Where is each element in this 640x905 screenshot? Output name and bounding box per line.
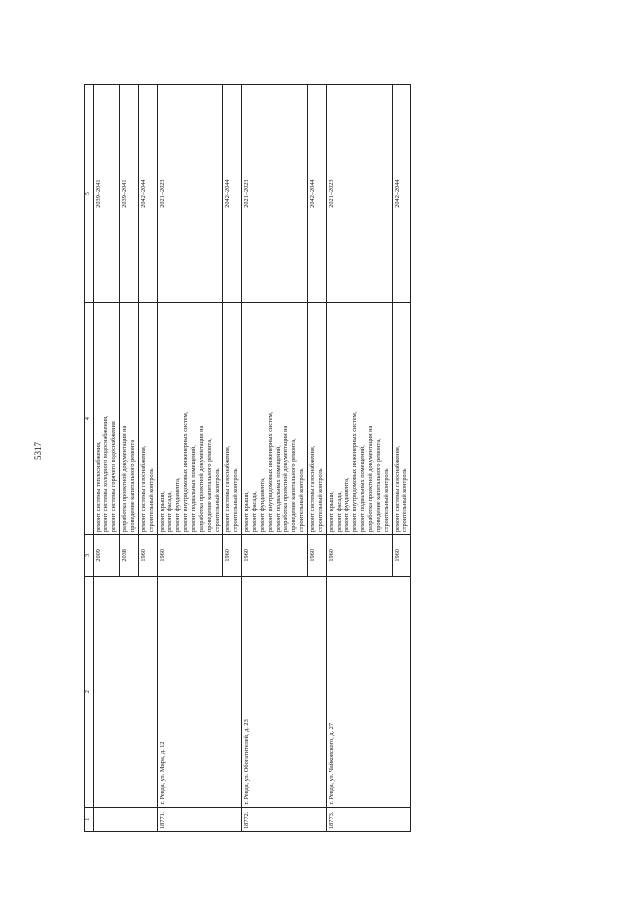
work-item: проведение капитального ремонта bbox=[128, 439, 136, 533]
year-cell: 2009 bbox=[93, 535, 120, 577]
year-cell: 1960 bbox=[223, 535, 242, 577]
header-col-2: 2 bbox=[85, 576, 94, 807]
work-item: ремонт внутридомовых инженерных систем, bbox=[182, 411, 190, 533]
works-cell bbox=[157, 303, 223, 535]
work-item: проведение капитального ремонта, bbox=[205, 438, 213, 533]
document-sheet bbox=[84, 84, 558, 832]
work-item: ремонт системы газоснабжения, bbox=[139, 445, 147, 533]
work-item: ремонт крыши, bbox=[158, 491, 166, 533]
work-item: строительный контроль bbox=[213, 468, 221, 533]
row-number bbox=[93, 807, 157, 831]
period-cell: 2021–2023 bbox=[157, 85, 223, 303]
period-cell: 2042–2044 bbox=[307, 85, 326, 303]
works-cell bbox=[392, 303, 411, 535]
page-number: 5317 bbox=[33, 442, 43, 460]
table-row bbox=[242, 85, 308, 832]
building-address: г. Ревда, ул. Чайковского, д. 27 bbox=[326, 576, 411, 807]
period-cell: 2042–2044 bbox=[138, 85, 157, 303]
works-cell bbox=[307, 303, 326, 535]
header-col-1: 1 bbox=[85, 807, 94, 831]
work-item: строительный контроль bbox=[382, 468, 390, 533]
header-row bbox=[85, 85, 94, 832]
work-item: ремонт фасада, bbox=[335, 491, 343, 533]
works-cell bbox=[223, 303, 242, 535]
header-col-5: 5 bbox=[85, 85, 94, 303]
period-cell: 2042–2044 bbox=[392, 85, 411, 303]
year-cell: 1960 bbox=[392, 535, 411, 577]
table-body bbox=[93, 85, 411, 832]
work-item: разработка проектной документации на bbox=[121, 425, 129, 533]
year-cell: 1960 bbox=[138, 535, 157, 577]
table-row bbox=[157, 85, 223, 832]
works-cell bbox=[93, 303, 120, 535]
row-number: 18773. bbox=[326, 807, 411, 831]
year-cell: 1960 bbox=[157, 535, 223, 577]
work-item: ремонт фундамента, bbox=[174, 477, 182, 533]
work-item: ремонт системы горячего водоснабжения bbox=[110, 421, 118, 533]
year-cell: 2038 bbox=[120, 535, 139, 577]
work-item: ремонт системы газоснабжения, bbox=[393, 445, 401, 533]
year-cell: 1960 bbox=[326, 535, 392, 577]
repair-schedule-table bbox=[84, 84, 411, 832]
work-item: ремонт крыши, bbox=[243, 491, 251, 533]
work-item: строительный контроль bbox=[232, 468, 240, 533]
work-item: разработка проектной документации на bbox=[197, 425, 205, 533]
period-cell: 2039–2041 bbox=[93, 85, 120, 303]
work-item: ремонт подвальных помещений, bbox=[189, 445, 197, 533]
work-item: ремонт фундамента, bbox=[258, 477, 266, 533]
work-item: ремонт крыши, bbox=[327, 491, 335, 533]
row-number: 18771. bbox=[157, 807, 242, 831]
header-col-3: 3 bbox=[85, 535, 94, 577]
row-number: 18772. bbox=[242, 807, 327, 831]
work-item: строительный контроль bbox=[316, 468, 324, 533]
period-cell: 2039–2041 bbox=[120, 85, 139, 303]
work-item: проведение капитального ремонта, bbox=[290, 438, 298, 533]
work-item: ремонт фасада, bbox=[250, 491, 258, 533]
works-cell bbox=[138, 303, 157, 535]
year-cell: 1960 bbox=[242, 535, 308, 577]
work-item: проведение капитального ремонта, bbox=[374, 438, 382, 533]
period-cell: 2021–2023 bbox=[326, 85, 392, 303]
works-cell bbox=[120, 303, 139, 535]
work-item: строительный контроль bbox=[147, 468, 155, 533]
work-item: строительный контроль bbox=[401, 468, 409, 533]
table-rotated-layer bbox=[84, 84, 558, 832]
year-cell: 1960 bbox=[307, 535, 326, 577]
building-address: г. Ревда, ул. Обогатителей, д. 23 bbox=[242, 576, 327, 807]
building-address: г. Ревда, ул. Мира, д. 12 bbox=[157, 576, 242, 807]
works-cell bbox=[242, 303, 308, 535]
table-row bbox=[326, 85, 392, 832]
work-item: ремонт системы газоснабжения, bbox=[224, 445, 232, 533]
period-cell: 2042–2044 bbox=[223, 85, 242, 303]
header-col-4: 4 bbox=[85, 303, 94, 535]
table-row bbox=[93, 85, 120, 832]
work-item: ремонт фундамента, bbox=[343, 477, 351, 533]
work-item: ремонт внутридомовых инженерных систем, bbox=[266, 411, 274, 533]
work-item: ремонт подвальных помещений, bbox=[359, 445, 367, 533]
works-cell bbox=[326, 303, 392, 535]
work-item: ремонт системы газоснабжения, bbox=[308, 445, 316, 533]
work-item: ремонт системы теплоснабжения, bbox=[94, 441, 102, 533]
period-cell: 2021–2023 bbox=[242, 85, 308, 303]
work-item: ремонт подвальных помещений, bbox=[274, 445, 282, 533]
work-item: разработка проектной документации на bbox=[367, 425, 374, 533]
work-item: ремонт внутридомовых инженерных систем, bbox=[351, 411, 359, 533]
work-item: разработка проектной документации на bbox=[282, 425, 290, 533]
work-item: ремонт фасада, bbox=[166, 491, 174, 533]
work-item: строительный контроль bbox=[298, 468, 306, 533]
building-address bbox=[93, 576, 157, 807]
work-item: ремонт системы холодного водоснабжения, bbox=[102, 415, 110, 533]
